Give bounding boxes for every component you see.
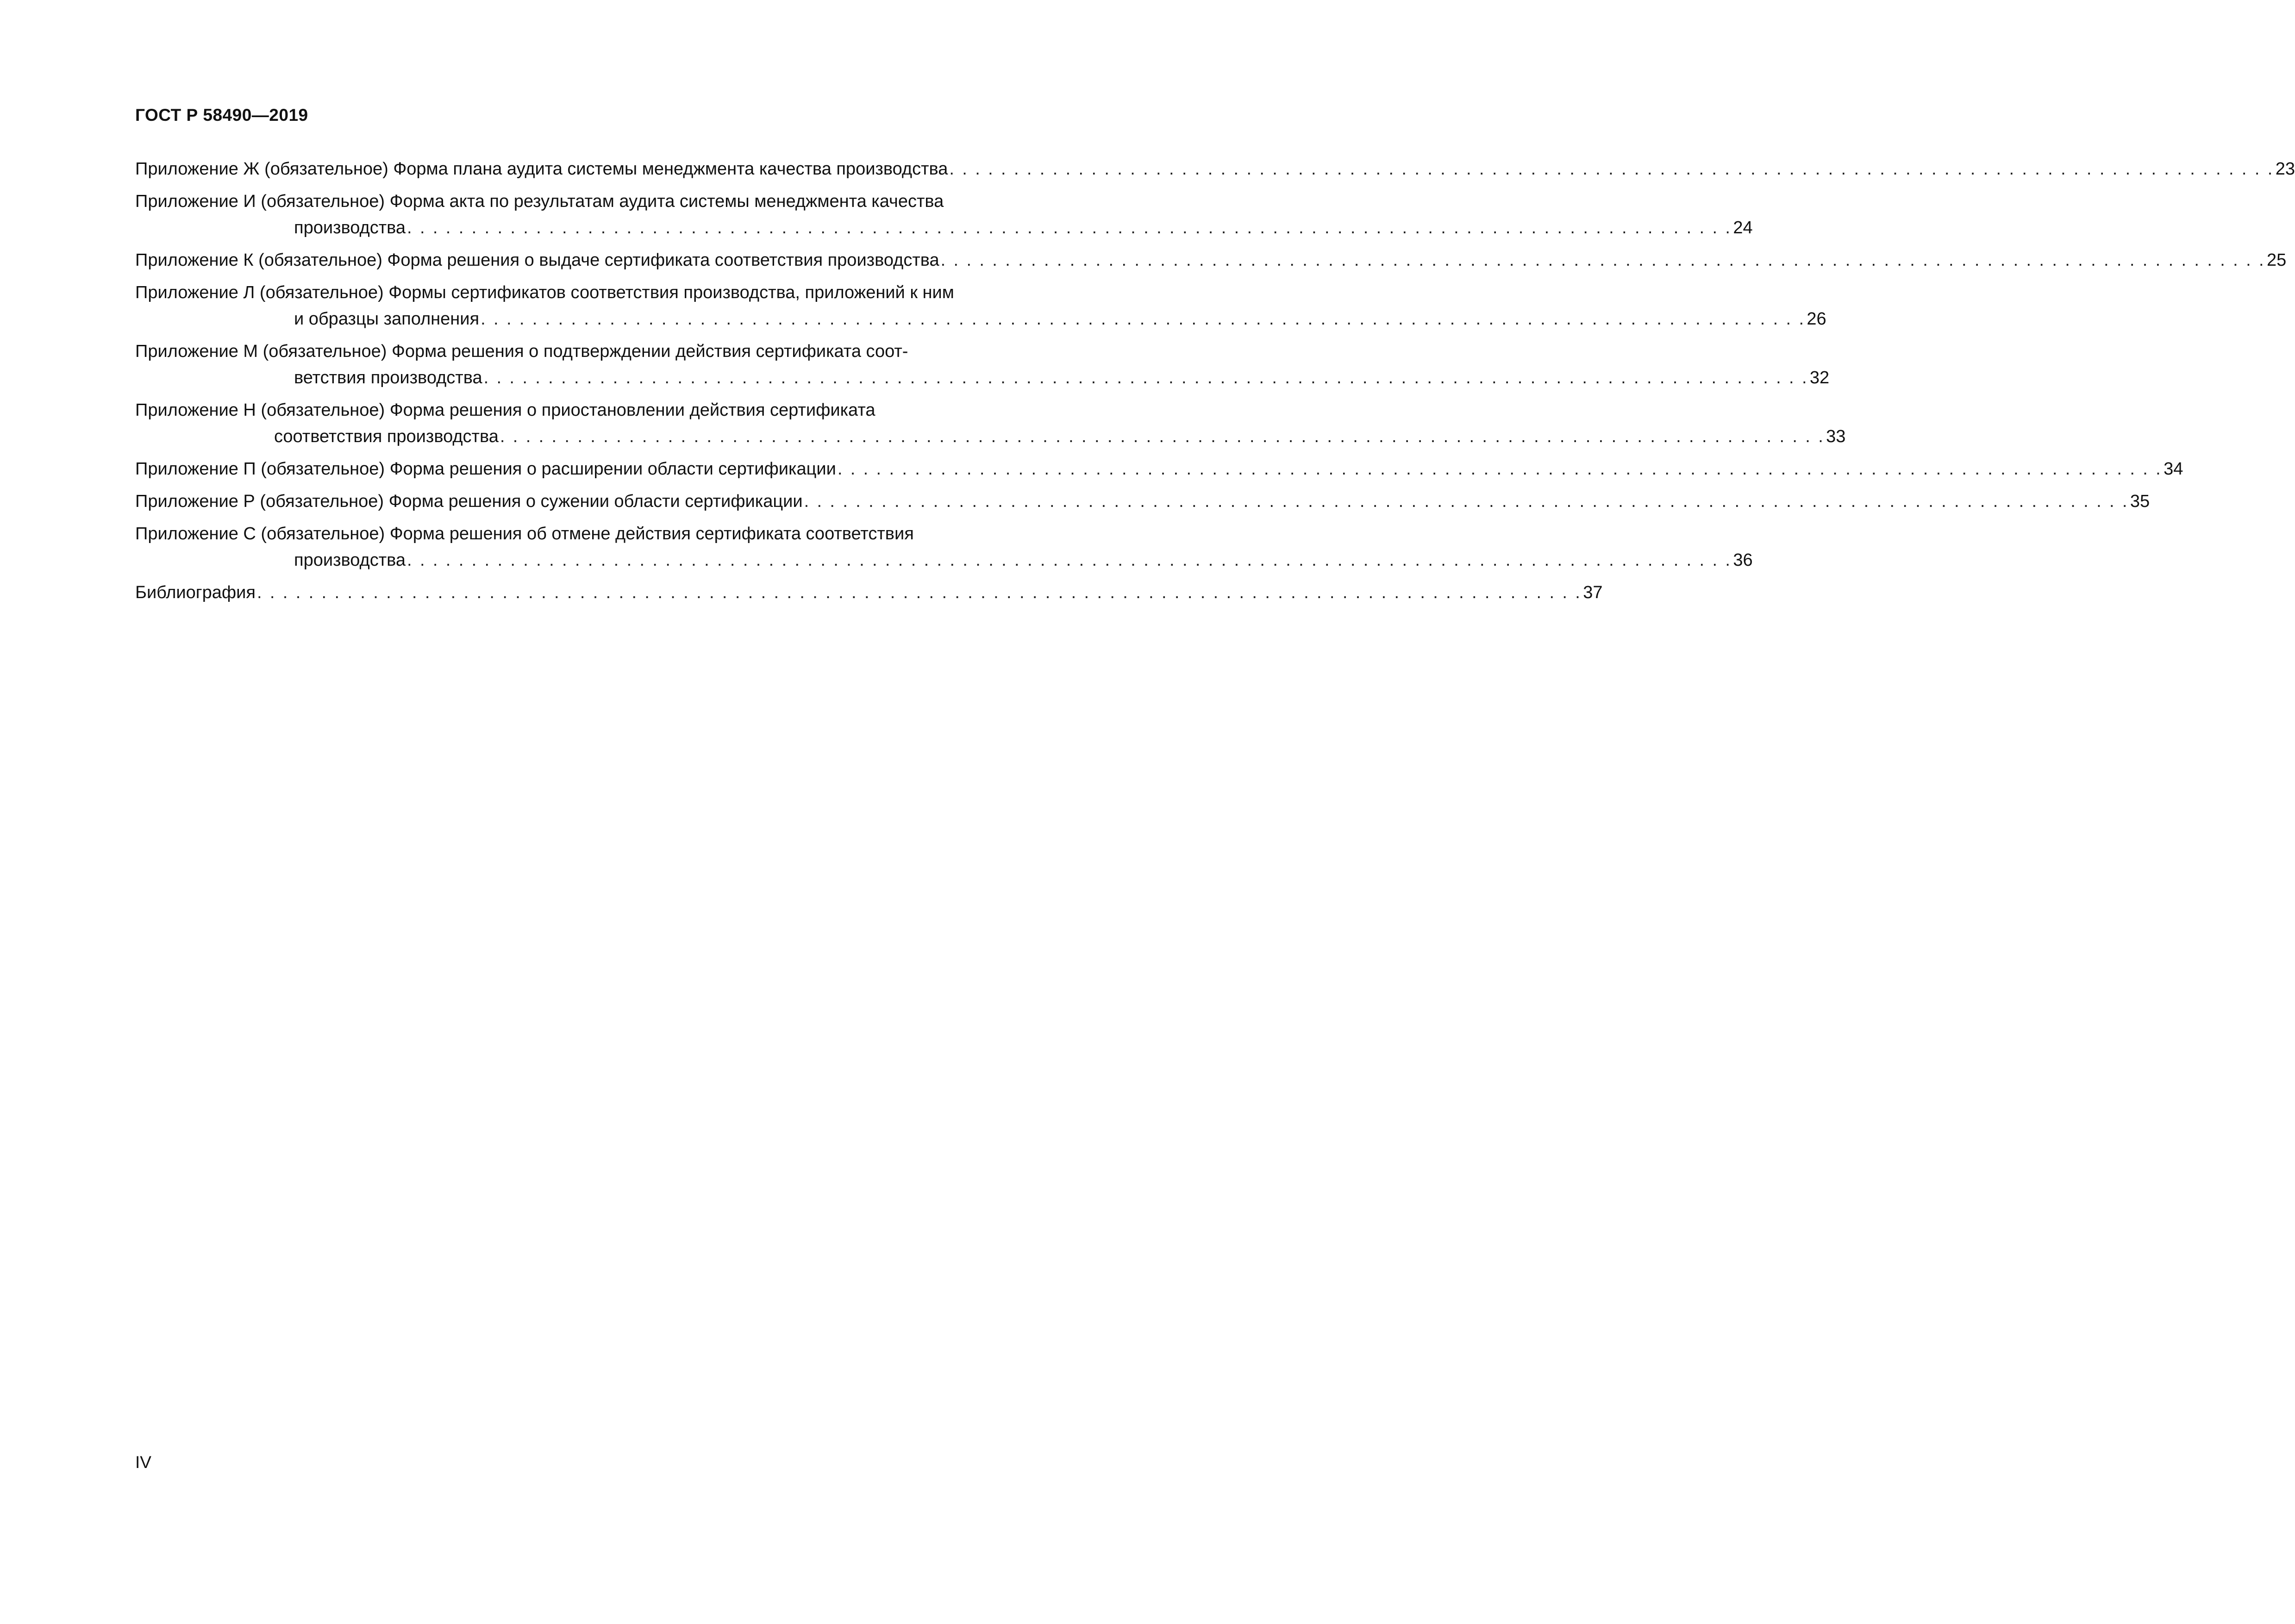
- dot-leader: . . . . . . . . . . . . . . . . . . . . . . . . . . . . . . . . . . . . . . . . . . . . . . . . . . . . . . . . . . . . . . . . . . . . . . . . . . . . . . . . . . . . . . . . . . . . . . . . . . . . . . .: [837, 459, 2163, 479]
- toc-page-number: 35: [2130, 492, 2150, 511]
- dot-leader: . . . . . . . . . . . . . . . . . . . . . . . . . . . . . . . . . . . . . . . . . . . . . . . . . . . . . . . . . . . . . . . . . . . . . . . . . . . . . . . . . . . . . . . . . . . . . . . . . . . . . . .: [804, 492, 2129, 511]
- toc-line: [135, 338, 1057, 365]
- dot-leader: . . . . . . . . . . . . . . . . . . . . . . . . . . . . . . . . . . . . . . . . . . . . . . . . . . . . . . . . . . . . . . . . . . . . . . . . . . . . . . . . . . . . . . . . . . . . . . . . . . . . . . .: [483, 368, 1808, 387]
- toc-line: [135, 247, 2287, 274]
- toc-entry-appendix-i[interactable]: [135, 188, 1753, 241]
- toc-page-number: 32: [1809, 368, 1830, 387]
- toc-entry-title: Приложение Ж (обязательное) Форма плана аудита системы менеджмента качества производства: [135, 159, 948, 179]
- toc-entry-appendix-l[interactable]: [135, 280, 1826, 332]
- dot-leader: . . . . . . . . . . . . . . . . . . . . . . . . . . . . . . . . . . . . . . . . . . . . . . . . . . . . . . . . . . . . . . . . . . . . . . . . . . . . . . . . . . . . . . . . . . . . . . . . . . . . . . .: [940, 250, 2265, 270]
- toc-entry-appendix-n[interactable]: [135, 397, 1846, 450]
- toc-line: [135, 188, 1057, 215]
- toc-entry-title: Приложение М (обязательное) Форма решения о подтверждении действия сертификата соот-: [135, 342, 908, 361]
- toc-entry-title: Приложение П (обязательное) Форма решения о расширении области сертификации: [135, 459, 836, 479]
- document-code-header: ГОСТ Р 58490—2019: [135, 106, 308, 125]
- toc-entry-appendix-r[interactable]: [135, 488, 2150, 515]
- toc-line-continuation: [135, 306, 1826, 332]
- toc-entry-appendix-p[interactable]: [135, 456, 2183, 482]
- toc-entry-title: Библиография: [135, 583, 256, 602]
- toc-line: [135, 488, 2150, 515]
- toc-line-continuation: [135, 215, 1753, 241]
- toc-entry-title: Приложение Р (обязательное) Форма решения о сужении области сертификации: [135, 492, 803, 511]
- toc-line: [135, 456, 2183, 482]
- toc-entry-appendix-k[interactable]: [135, 247, 2287, 274]
- dot-leader: . . . . . . . . . . . . . . . . . . . . . . . . . . . . . . . . . . . . . . . . . . . . . . . . . . . . . . . . . . . . . . . . . . . . . . . . . . . . . . . . . . . . . . . . . . . . . . . . . . . . . . .: [407, 550, 1732, 570]
- table-of-contents: [135, 156, 2295, 612]
- toc-entry-title-continuation: производства: [294, 218, 406, 237]
- toc-entry-title: Приложение С (обязательное) Форма решения об отмене действия сертификата соответствия: [135, 524, 914, 543]
- toc-line-continuation: [135, 547, 1753, 574]
- toc-entry-title: Приложение И (обязательное) Форма акта по результатам аудита системы менеджмента качества: [135, 192, 944, 211]
- toc-entry-appendix-m[interactable]: [135, 338, 1830, 391]
- toc-entry-appendix-zh[interactable]: [135, 156, 2295, 182]
- page-number-footer: IV: [135, 1453, 151, 1472]
- toc-line-continuation: [135, 365, 1830, 391]
- toc-page-number: 34: [2164, 459, 2183, 479]
- dot-leader: . . . . . . . . . . . . . . . . . . . . . . . . . . . . . . . . . . . . . . . . . . . . . . . . . . . . . . . . . . . . . . . . . . . . . . . . . . . . . . . . . . . . . . . . . . . . . . . . . . . . . . .: [500, 427, 1825, 446]
- toc-line: [135, 580, 1603, 606]
- dot-leader: . . . . . . . . . . . . . . . . . . . . . . . . . . . . . . . . . . . . . . . . . . . . . . . . . . . . . . . . . . . . . . . . . . . . . . . . . . . . . . . . . . . . . . . . . . . . . . . . . . . . . . .: [256, 583, 1582, 602]
- toc-page-number: 25: [2266, 250, 2287, 270]
- toc-entry-title-continuation: и образцы заполнения: [294, 309, 480, 329]
- toc-entry-title: Приложение К (обязательное) Форма решения о выдаче сертификата соответствия производства: [135, 250, 939, 270]
- toc-page-number: 33: [1826, 427, 1846, 446]
- toc-page-number: 37: [1583, 583, 1603, 602]
- toc-line: [135, 280, 1057, 306]
- dot-leader: . . . . . . . . . . . . . . . . . . . . . . . . . . . . . . . . . . . . . . . . . . . . . . . . . . . . . . . . . . . . . . . . . . . . . . . . . . . . . . . . . . . . . . . . . . . . . . . . . . . . . . .: [949, 159, 2274, 179]
- toc-line: [135, 397, 1057, 424]
- toc-line: [135, 156, 2295, 182]
- toc-entry-appendix-s[interactable]: [135, 521, 1753, 574]
- toc-entry-title-continuation: производства: [294, 550, 406, 570]
- toc-entry-title: Приложение Л (обязательное) Формы сертификатов соответствия производства, приложений к ним: [135, 283, 954, 302]
- toc-entry-title-continuation: соответствия производства: [274, 427, 499, 446]
- dot-leader: . . . . . . . . . . . . . . . . . . . . . . . . . . . . . . . . . . . . . . . . . . . . . . . . . . . . . . . . . . . . . . . . . . . . . . . . . . . . . . . . . . . . . . . . . . . . . . . . . . . . . . .: [481, 309, 1806, 329]
- toc-page-number: 26: [1807, 309, 1826, 329]
- dot-leader: . . . . . . . . . . . . . . . . . . . . . . . . . . . . . . . . . . . . . . . . . . . . . . . . . . . . . . . . . . . . . . . . . . . . . . . . . . . . . . . . . . . . . . . . . . . . . . . . . . . . . . .: [407, 218, 1732, 237]
- toc-entry-title: Приложение Н (обязательное) Форма решения о приостановлении действия сертификата: [135, 400, 875, 420]
- toc-line: [135, 521, 1057, 547]
- toc-line-continuation: [135, 424, 1846, 450]
- toc-page-number: 24: [1733, 218, 1753, 237]
- toc-entry-bibliography[interactable]: [135, 580, 1603, 606]
- toc-entry-title-continuation: ветствия производства: [294, 368, 482, 387]
- toc-page-number: 36: [1733, 550, 1753, 570]
- toc-page-number: 23: [2275, 159, 2295, 179]
